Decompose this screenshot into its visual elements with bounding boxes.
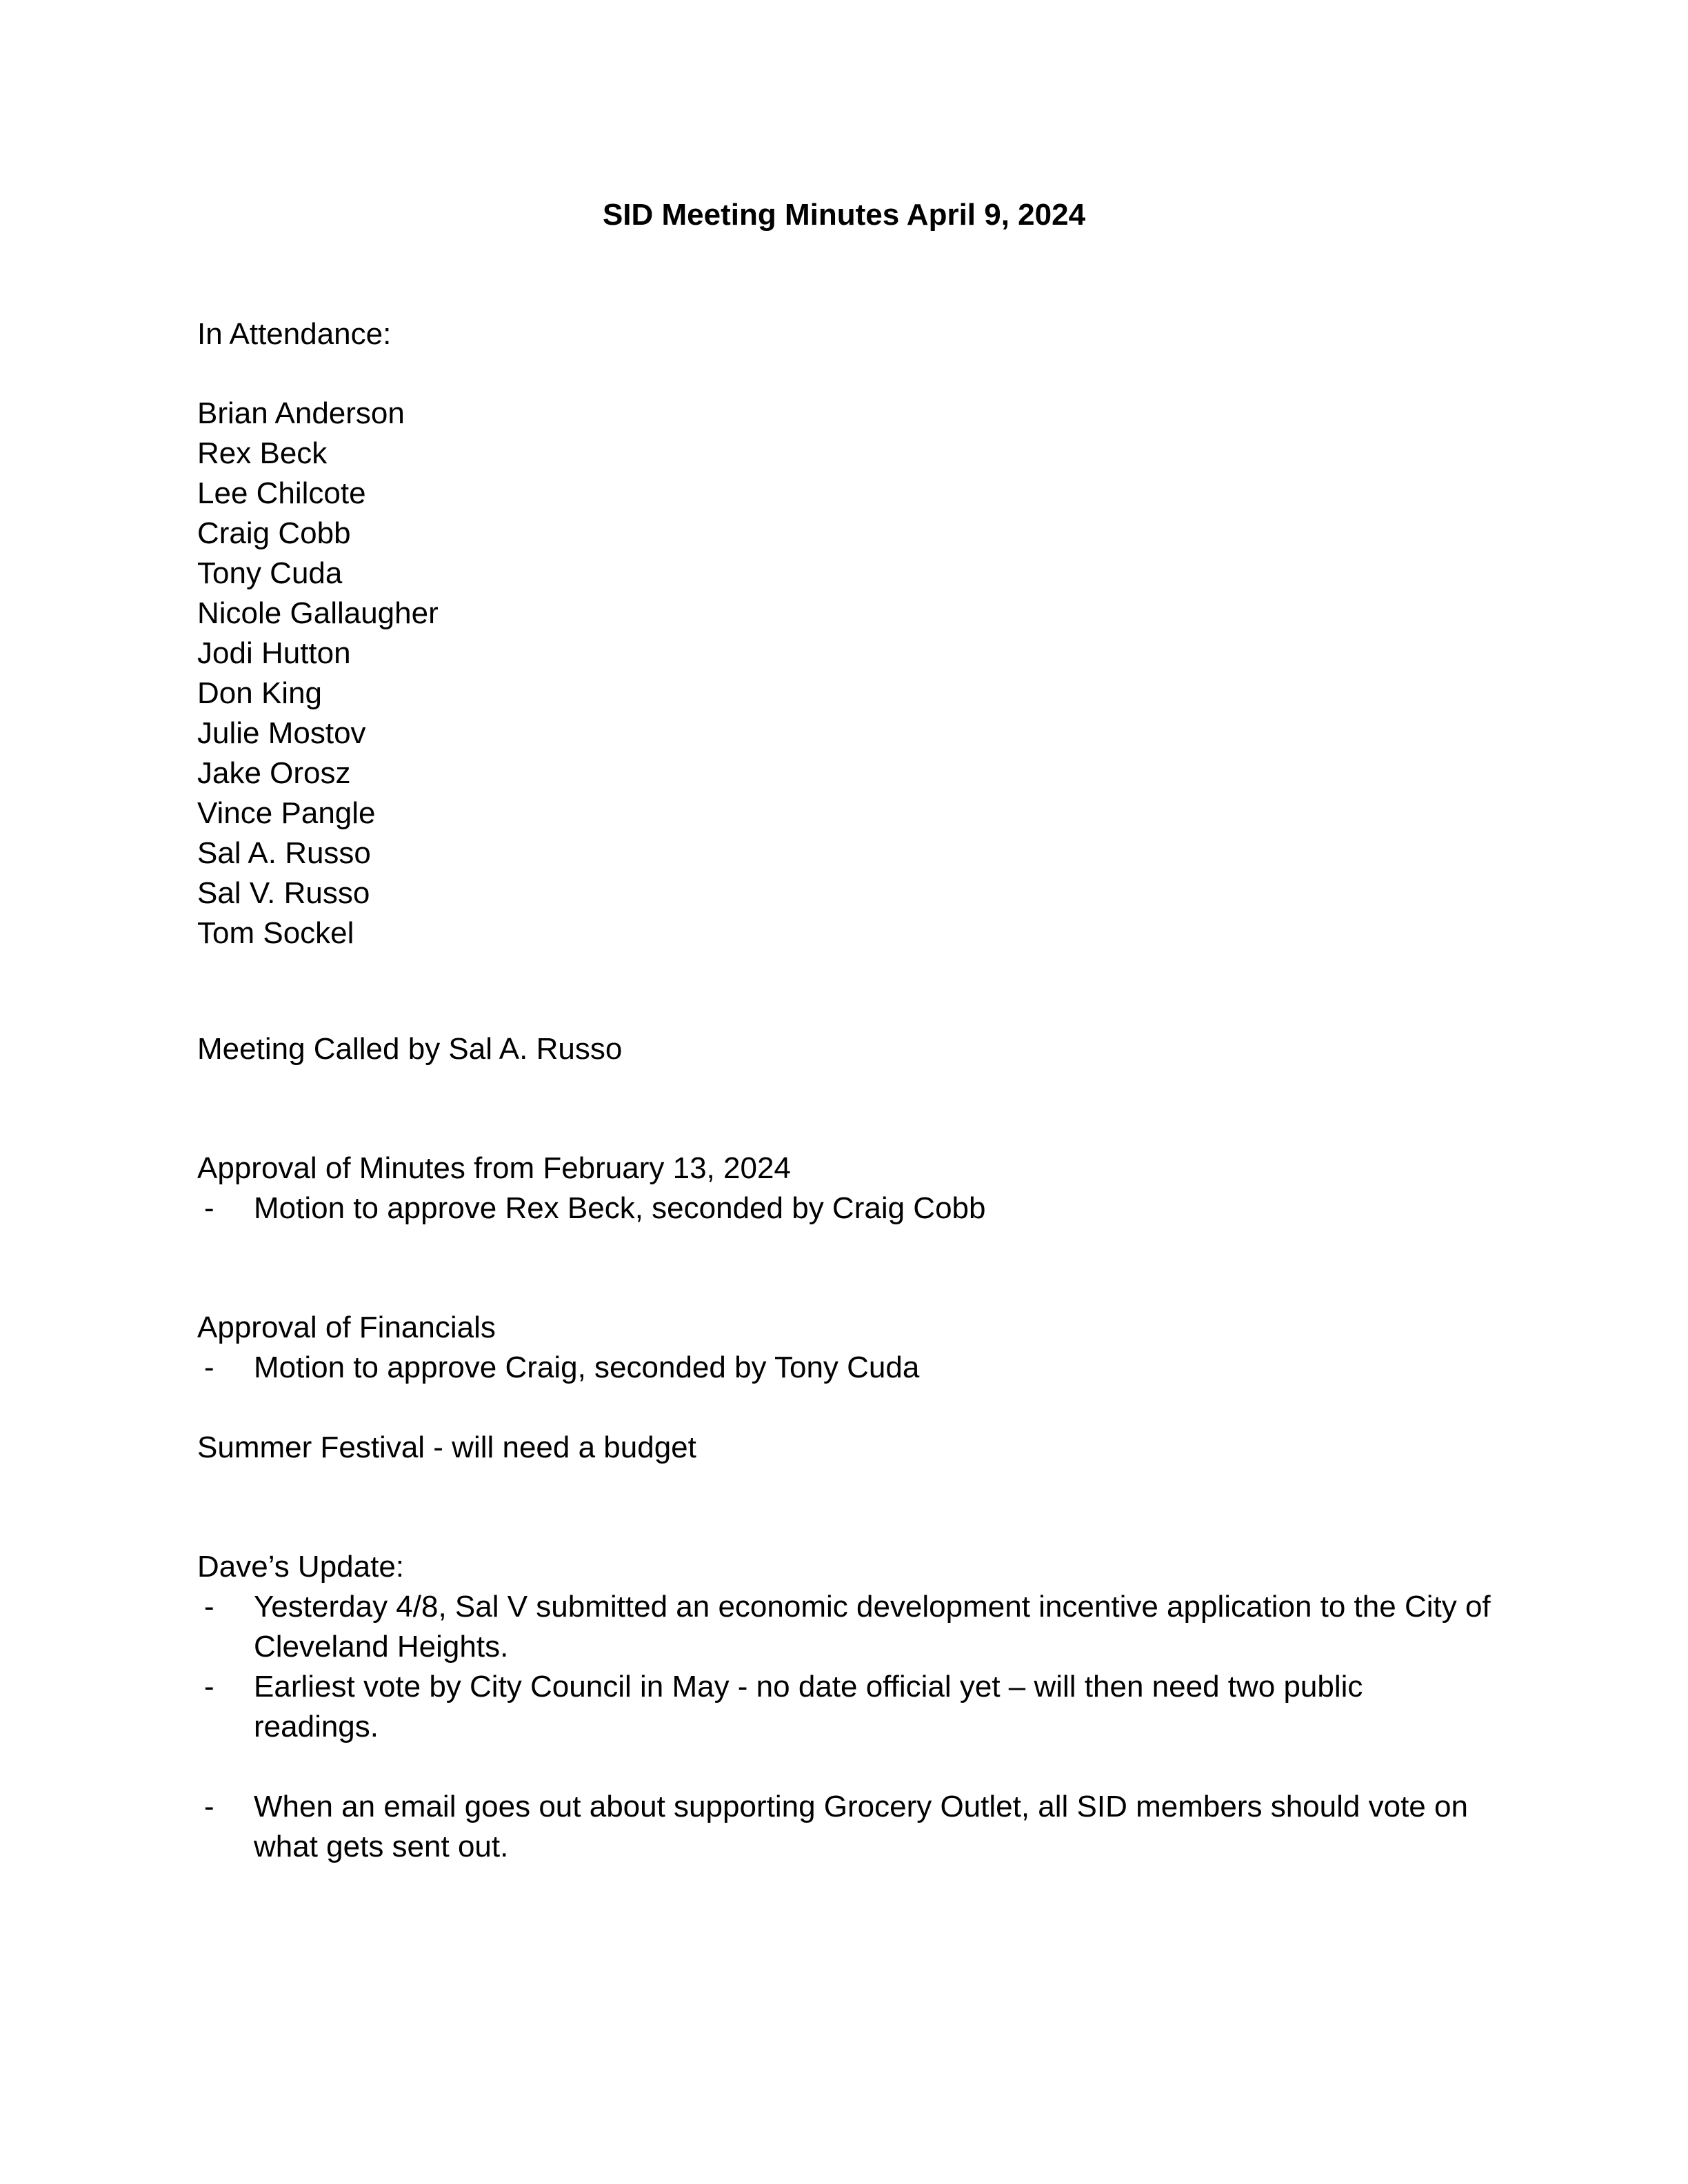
bullet-dash: - [204, 1351, 214, 1384]
bullet-dash: - [204, 1790, 214, 1823]
bullet-text: Motion to approve Rex Beck, seconded by Craig Cobb [254, 1191, 986, 1225]
attendee-name: Nicole Gallaugher [197, 596, 439, 630]
attendee-list [197, 394, 439, 953]
bullet-item [197, 1787, 1494, 1867]
attendance-heading: In Attendance: [197, 317, 392, 351]
attendee-name: Vince Pangle [197, 796, 376, 830]
attendee-name: Jodi Hutton [197, 636, 351, 670]
minutes-approval-heading: Approval of Minutes from February 13, 2024 [197, 1151, 791, 1185]
attendee-name: Sal V. Russo [197, 876, 370, 910]
attendee-name: Craig Cobb [197, 516, 351, 550]
bullet-item [197, 1667, 1494, 1747]
financials-approval-heading: Approval of Financials [197, 1311, 496, 1344]
summer-festival-line: Summer Festival - will need a budget [197, 1430, 696, 1464]
bullet-dash: - [204, 1191, 214, 1225]
daves-update-heading: Dave’s Update: [197, 1550, 405, 1584]
page-title: SID Meeting Minutes April 9, 2024 [602, 198, 1086, 232]
attendee-name: Julie Mostov [197, 716, 366, 750]
meeting-called-line: Meeting Called by Sal A. Russo [197, 1032, 623, 1066]
attendee-name: Jake Orosz [197, 756, 351, 790]
daves-update-bullets [197, 1587, 1494, 1867]
attendee-name: Sal A. Russo [197, 836, 371, 870]
bullet-dash: - [204, 1670, 214, 1703]
bullet-text: Motion to approve Craig, seconded by Tony Cuda [254, 1351, 920, 1384]
attendee-name: Tony Cuda [197, 556, 343, 590]
bullet-text: Yesterday 4/8, Sal V submitted an economic development incentive application to the City of Cleveland Heights. [254, 1590, 1491, 1664]
attendee-name: Rex Beck [197, 436, 328, 470]
financials-approval-bullets [197, 1348, 1494, 1388]
bullet-text: Earliest vote by City Council in May - no date official yet – will then need two public readings. [254, 1670, 1363, 1743]
bullet-dash: - [204, 1590, 214, 1624]
minutes-approval-bullets [197, 1189, 1494, 1228]
bullet-item [197, 1348, 1494, 1388]
attendee-name: Brian Anderson [197, 396, 405, 430]
bullet-item [197, 1189, 1494, 1228]
bullet-item [197, 1587, 1494, 1667]
attendee-name: Tom Sockel [197, 916, 354, 950]
attendee-name: Don King [197, 676, 323, 710]
bullet-text: When an email goes out about supporting Grocery Outlet, all SID members should vote on what gets sent out. [254, 1790, 1468, 1863]
attendee-name: Lee Chilcote [197, 476, 366, 510]
